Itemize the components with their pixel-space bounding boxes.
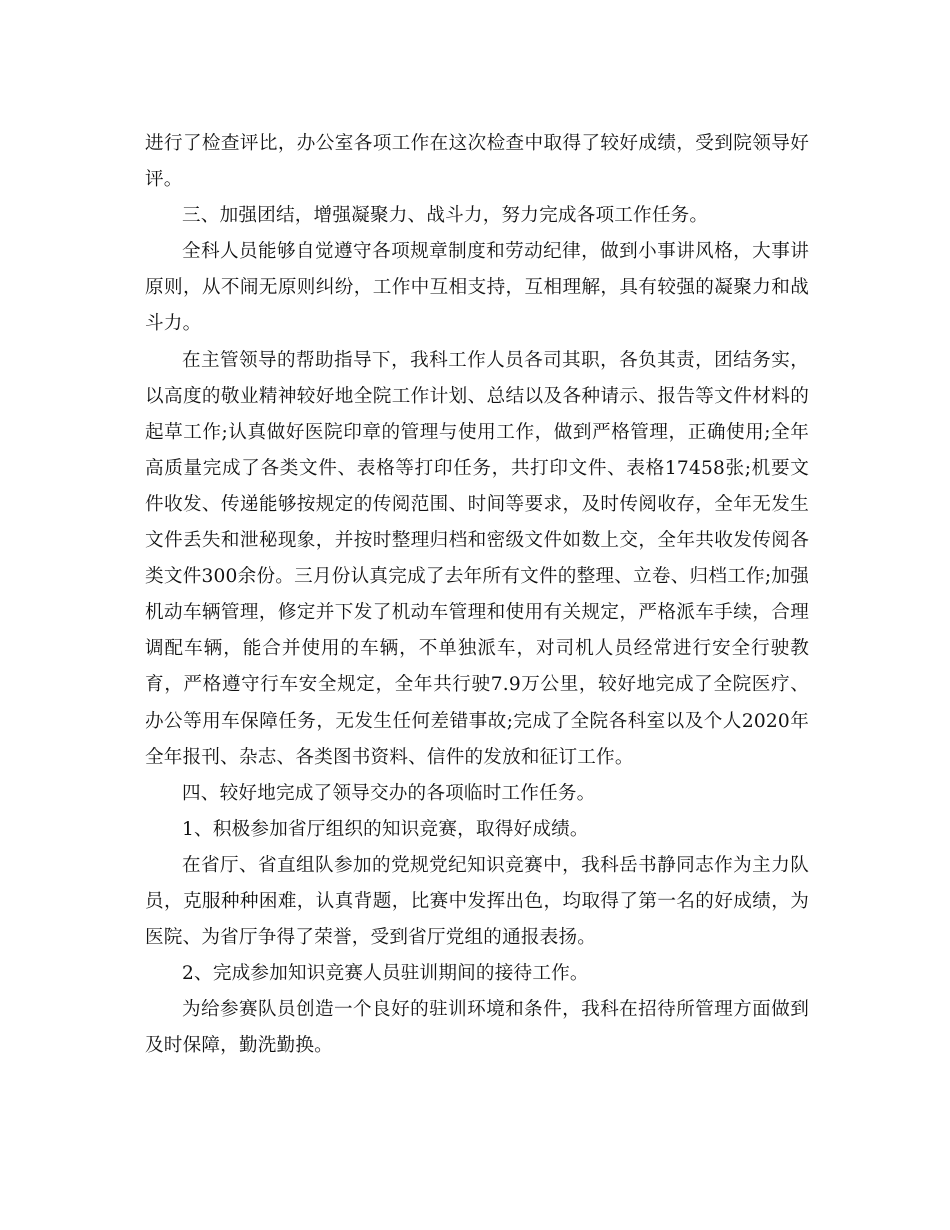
document-body [145,126,809,1064]
paragraph-3: 在主管领导的帮助指导下，我科工作人员各司其职，各负其责，团结务实，以高度的敬业精神较好地全院工作计划、总结以及各种请示、报告等文件材料的起草工作;认真做好医院印章的管理与使用工作，做到严格管理，正确使用;全年高质量完成了各类文件、表格等打印任务，共打印文件、表格17458张;机要文件收发、传递能够按规定的传阅范围、时间等要求，及时传阅收存，全年无发生文件丢失和泄秘现象，并按时整理归档和密级文件如数上交，全年共收发传阅各类文件300余份。三月份认真完成了去年所有文件的整理、立卷、归档工作;加强机动车辆管理，修定并下发了机动车管理和使用有关规定，严格派车手续，合理调配车辆，能合并使用的车辆，不单独派车，对司机人员经常进行安全行驶教育，严格遵守行车安全规定，全年共行驶7.9万公里，较好地完成了全院医疗、办公等用车保障任务，无发生任何差错事故;完成了全院各科室以及个人2020年全年报刊、杂志、各类图书资料、信件的发放和征订工作。 [145,349,809,768]
paragraph-4: 在省厅、省直组队参加的党规党纪知识竞赛中，我科岳书静同志作为主力队员，克服种种困难，认真背题，比赛中发挥出色，均取得了第一名的好成绩，为医院、为省厅争得了荣誉，受到省厅党组的通报表扬。 [145,854,809,949]
subheading-1: 1、积极参加省厅组织的知识竞赛，取得好成绩。 [182,818,589,840]
paragraph-5: 为给参赛队员创造一个良好的驻训环境和条件，我科在招待所管理方面做到及时保障，勤洗勤换。 [145,999,809,1057]
subheading-2: 2、完成参加知识竞赛人员驻训期间的接待工作。 [182,963,589,985]
heading-section-3: 三、加强团结，增强凝聚力、战斗力，努力完成各项工作任务。 [182,205,709,227]
heading-section-4: 四、较好地完成了领导交办的各项临时工作任务。 [182,782,596,804]
paragraph-2: 全科人员能够自觉遵守各项规章制度和劳动纪律，做到小事讲风格，大事讲原则，从不闹无原则纠纷，工作中互相支持，互相理解，具有较强的凝聚力和战斗力。 [145,241,809,335]
paragraph-1: 进行了检查评比，办公室各项工作在这次检查中取得了较好成绩，受到院领导好评。 [145,133,809,191]
